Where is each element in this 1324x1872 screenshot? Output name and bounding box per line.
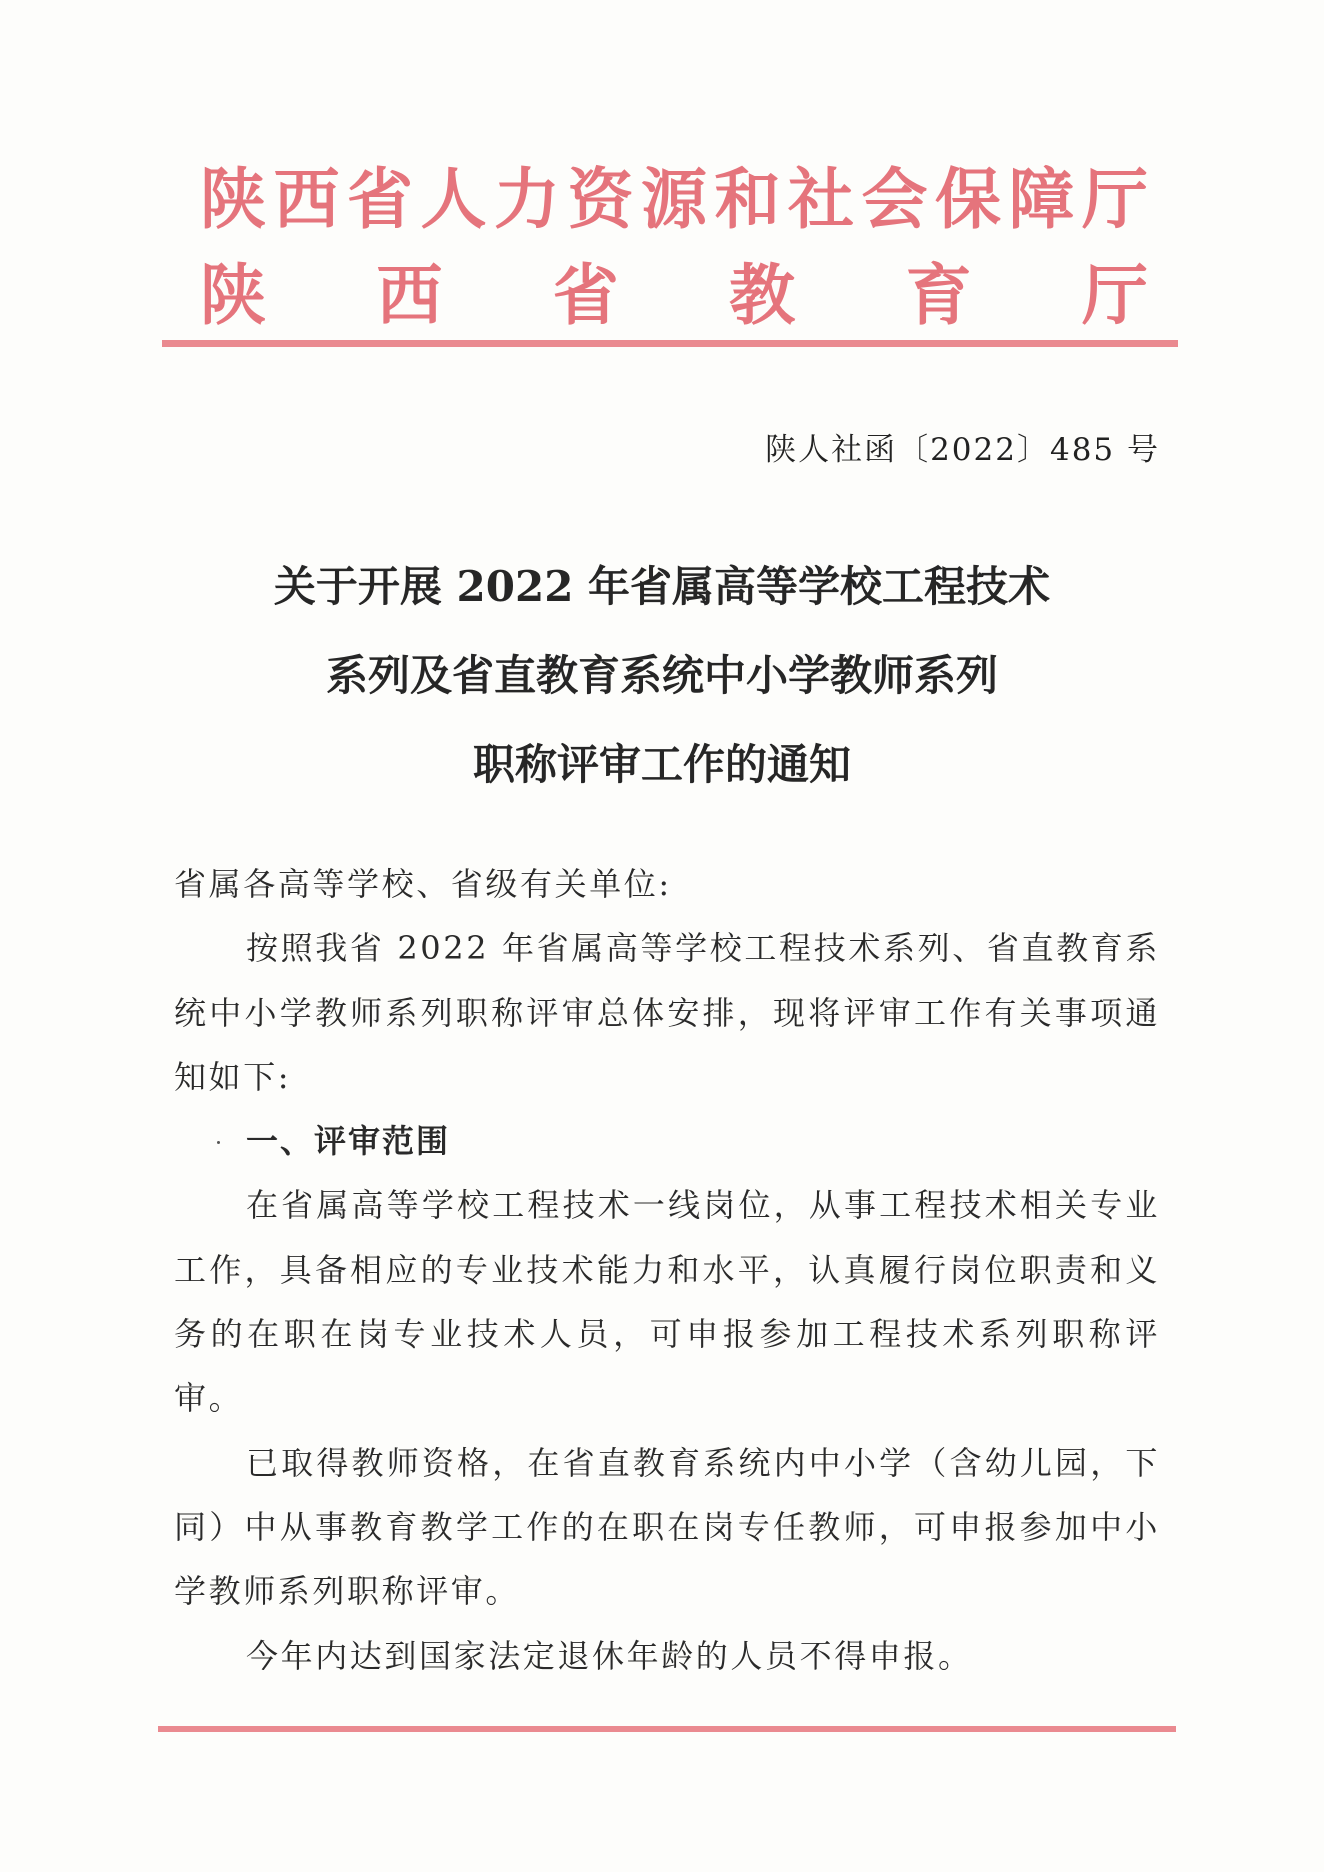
letterhead-char: 和 bbox=[714, 160, 781, 238]
document-title bbox=[0, 542, 1324, 809]
letterhead-divider bbox=[162, 340, 1178, 347]
letterhead-char: 陕 bbox=[200, 256, 266, 334]
letterhead-char: 障 bbox=[1008, 160, 1075, 238]
letterhead-char: 西 bbox=[376, 256, 443, 334]
body-paragraph: 今年内达到国家法定退休年龄的人员不得申报。 bbox=[246, 1636, 973, 1675]
salutation: 省属各高等学校、省级有关单位: bbox=[174, 865, 672, 903]
title-line: 系列及省直教育系统中小学教师系列 bbox=[325, 651, 998, 700]
letterhead-char: 力 bbox=[494, 160, 560, 238]
letterhead-char: 资 bbox=[567, 160, 634, 238]
footer-divider bbox=[158, 1726, 1176, 1732]
letterhead-line-2 bbox=[200, 256, 1148, 334]
body-paragraph: 已取得教师资格，在省直教育系统内中小学（含幼儿园，下同）中从事教育教学工作的在职在岗专任教师，可申报参加中小学教师系列职称评审。 bbox=[174, 1443, 1160, 1611]
title-line: 关于开展 2022 年省属高等学校工程技术 bbox=[273, 562, 1051, 611]
letterhead-char: 西 bbox=[273, 160, 340, 238]
letterhead-char: 育 bbox=[905, 256, 972, 334]
letterhead-char: 社 bbox=[788, 160, 854, 238]
letterhead-char: 保 bbox=[935, 160, 1001, 238]
letterhead-char: 厅 bbox=[1082, 160, 1148, 238]
body-paragraph: 在省属高等学校工程技术一线岗位，从事工程技术相关专业工作，具备相应的专业技术能力和水平，认真履行岗位职责和义务的在职在岗专业技术人员，可申报参加工程技术系列职称评审。 bbox=[174, 1186, 1160, 1418]
document-number: 陕人社函〔2022〕485 号 bbox=[765, 432, 1160, 468]
letterhead-char: 源 bbox=[641, 160, 707, 238]
letterhead-char: 省 bbox=[347, 160, 413, 238]
title-line: 职称评审工作的通知 bbox=[472, 740, 851, 789]
letterhead-char: 教 bbox=[729, 256, 796, 334]
letterhead-char: 会 bbox=[861, 160, 928, 238]
scan-speck bbox=[217, 1141, 220, 1144]
letterhead-char: 省 bbox=[552, 256, 619, 334]
document-body bbox=[174, 852, 1160, 1688]
letterhead-char: 人 bbox=[420, 160, 487, 238]
letterhead-line-1 bbox=[200, 160, 1148, 238]
letterhead-char: 陕 bbox=[200, 160, 266, 238]
letterhead-char: 厅 bbox=[1081, 256, 1148, 334]
intro-paragraph: 按照我省 2022 年省属高等学校工程技术系列、省直教育系统中小学教师系列职称评审总体安排，现将评审工作有关事项通知如下: bbox=[174, 929, 1160, 1096]
section-heading: 一、评审范围 bbox=[246, 1122, 451, 1161]
